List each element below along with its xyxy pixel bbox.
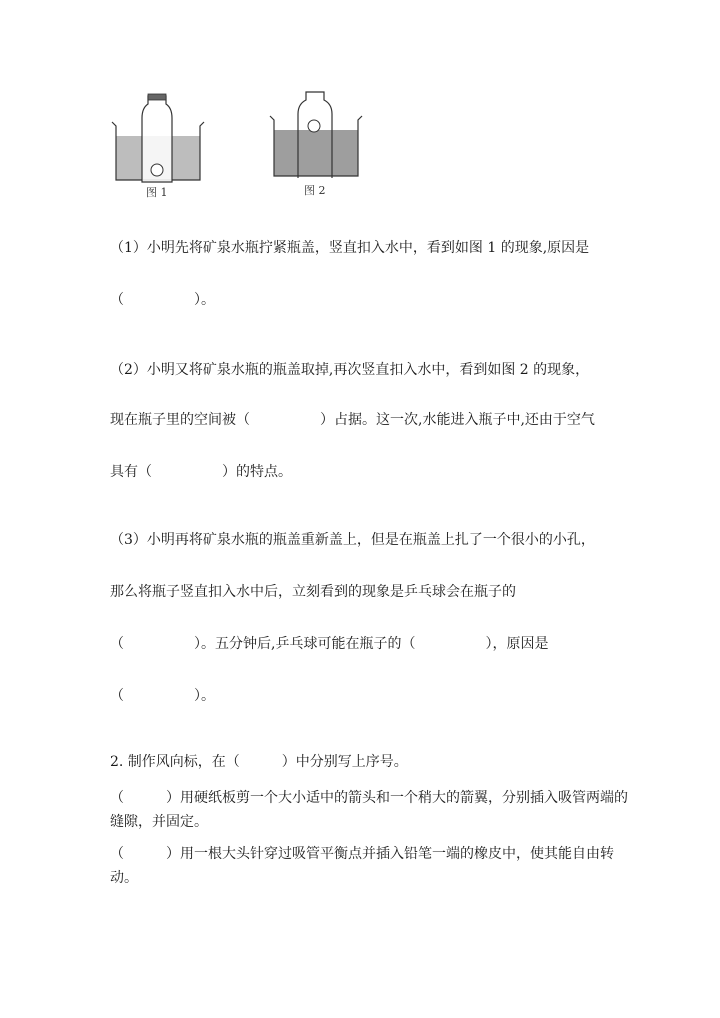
figure-1-caption: 图 1: [146, 186, 168, 199]
q2-item2: （ ）用一根大头针穿过吸管平衡点并插入铅笔一端的橡皮中，使其能自由转动。: [110, 846, 614, 886]
q1-part3-line2: 那么将瓶子竖直扣入水中后，立刻看到的现象是乒乓球会在瓶子的: [110, 584, 516, 600]
q2-title: 2. 制作风向标，在（ ）中分别写上序号。: [110, 754, 408, 770]
q1-part1-line1: （1）小明先将矿泉水瓶拧紧瓶盖，竖直扣入水中，看到如图 1 的现象,原因是: [110, 240, 590, 256]
water-fig2: [274, 130, 358, 176]
q1-part1-answer-blank: （ ）。: [110, 292, 215, 308]
ping-pong-ball-fig2: [308, 120, 320, 132]
q1-part3-line1: （3）小明再将矿泉水瓶的瓶盖重新盖上，但是在瓶盖上扎了一个很小的小孔，: [110, 532, 595, 548]
q1-part3-answer-blank: （ ）。: [110, 688, 215, 704]
q2-item1: （ ）用硬纸板剪一个大小适中的箭头和一个稍大的箭翼，分别插入吸管两端的缝隙，并固定。: [110, 790, 628, 830]
q1-part2-line1: （2）小明又将矿泉水瓶的瓶盖取掉,再次竖直扣入水中，看到如图 2 的现象，: [110, 362, 590, 378]
q1-part2-line3: 具有（ ）的特点。: [110, 464, 292, 480]
q1-part2-line2: 现在瓶子里的空间被（ ）占据。这一次,水能进入瓶子中,还由于空气: [110, 412, 595, 428]
figure-2-caption: 图 2: [304, 184, 326, 197]
bottle-cap-fig1: [148, 94, 166, 100]
figure-2-diagram: [268, 88, 364, 184]
q1-part3-line3: （ ）。五分钟后,乒乓球可能在瓶子的（ ），原因是: [110, 636, 549, 652]
ping-pong-ball-fig1: [151, 164, 163, 176]
figure-1-diagram: [108, 90, 208, 186]
